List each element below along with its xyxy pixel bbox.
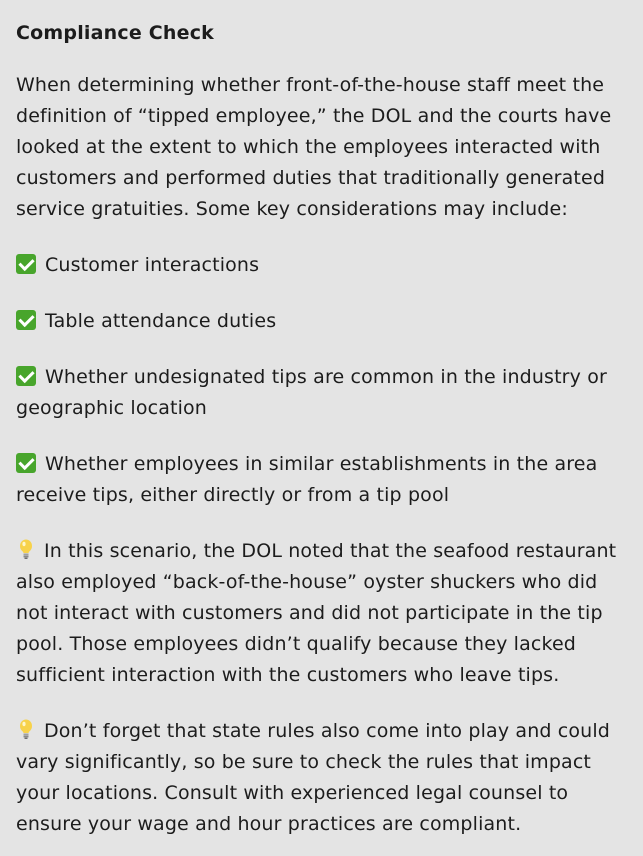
checklist-item — [16, 449, 627, 511]
note-paragraph — [16, 716, 627, 840]
checklist-item — [16, 306, 627, 337]
checklist-item-text: Customer interactions — [45, 254, 260, 276]
checklist-item-text: Whether employees in similar establishments in the area receive tips, either directly or from a tip pool — [16, 453, 598, 506]
note-text: In this scenario, the DOL noted that the seafood restaurant also employed “back-of-the-house” oyster shuckers who did not interact with customers and did not participate in the tip pool. Those employees didn’t qualify because they lacked sufficient interaction with the customers who leave tips. — [16, 540, 617, 686]
light-bulb-icon — [16, 538, 36, 560]
check-mark-icon — [16, 366, 36, 386]
checklist-item — [16, 362, 627, 424]
checklist-item — [16, 250, 627, 281]
check-mark-icon — [16, 310, 36, 330]
note-text: Don’t forget that state rules also come into play and could vary significantly, so be sure to check the rules that impact your locations. Consult with experienced legal counsel to ensure your wage and hour practices are compliant. — [16, 720, 610, 835]
check-mark-icon — [16, 254, 36, 274]
check-mark-icon — [16, 453, 36, 473]
note-paragraph — [16, 536, 627, 691]
checklist-item-text: Table attendance duties — [45, 310, 277, 332]
section-title: Compliance Check — [16, 22, 214, 44]
checklist-item-text: Whether undesignated tips are common in the industry or geographic location — [16, 366, 607, 419]
light-bulb-icon — [16, 718, 36, 740]
intro-paragraph: When determining whether front-of-the-house staff meet the definition of “tipped employee,” the DOL and the courts have looked at the extent to which the employees interacted with customers and performed duties that traditionally generated service gratuities. Some key considerations may include: — [16, 74, 612, 220]
